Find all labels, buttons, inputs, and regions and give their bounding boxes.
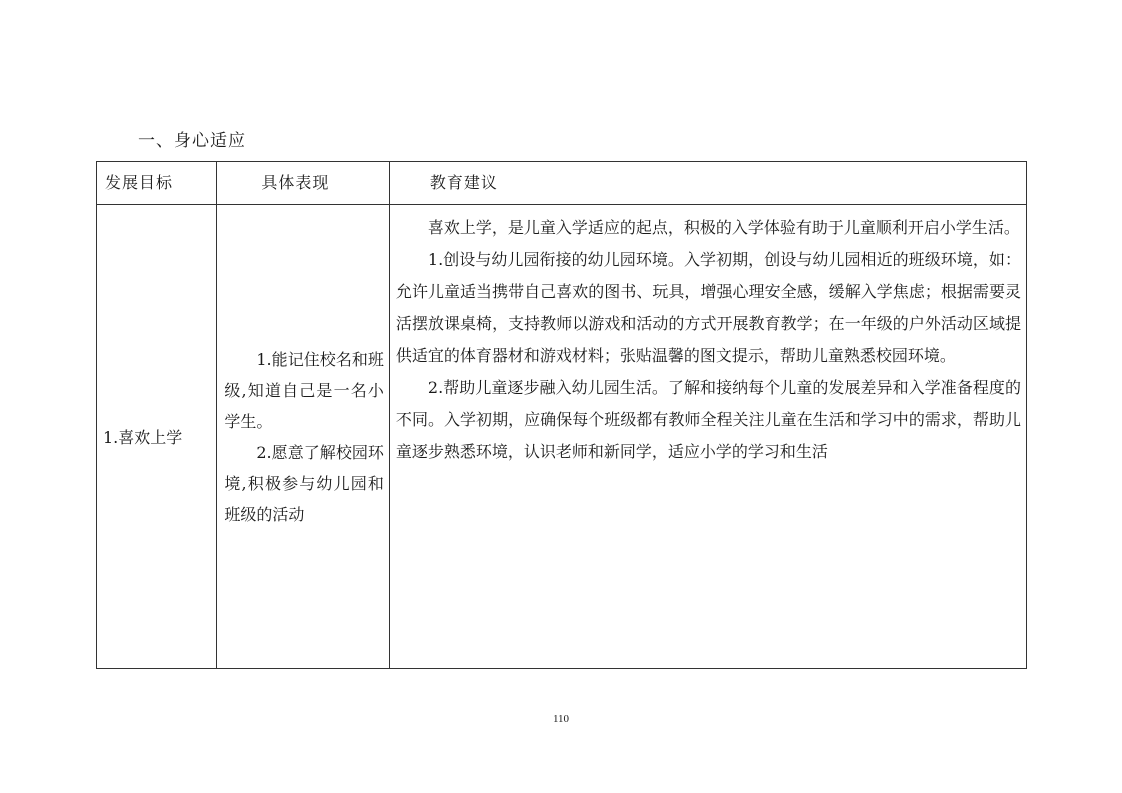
advice-cell [389,205,1026,669]
performance-item: 1.能记住校名和班级,知道自己是一名小学生。 [224,349,384,431]
advice-paragraph: 2.帮助儿童逐步融入幼儿园生活。了解和接纳每个儿童的发展差异和入学准备程度的不同。入学初期，应确保每个班级都有教师全程关注儿童在生活和学习中的需求，帮助儿童逐步熟悉环境，认识老师和新同学，适应小学的学习和生活 [395,378,1021,461]
performance-item: 2.愿意了解校园环境,积极参与幼儿园和班级的活动 [224,442,384,524]
advice-paragraph: 喜欢上学，是儿童入学适应的起点，积极的入学体验有助于儿童顺利开启小学生活。 [427,218,1020,237]
table-header-row [97,162,1027,205]
development-goals-table [96,161,1027,669]
performance-cell [217,205,390,669]
advice-paragraph: 1.创设与幼儿园衔接的幼儿园环境。入学初期，创设与幼儿园相近的班级环境，如：允许儿童适当携带自己喜欢的图书、玩具，增强心理安全感，缓解入学焦虑；根据需要灵活摆放课桌椅，支持教师以游戏和活动的方式开展教育教学；在一年级的户外活动区域提供适宜的体育器材和游戏材料；张贴温馨的图文提示，帮助儿童熟悉校园环境。 [395,250,1021,365]
page-number: 110 [552,713,570,725]
table-row [97,205,1027,669]
header-development-goal: 发展目标 [97,162,217,205]
header-education-advice: 教育建议 [389,162,1026,205]
section-heading: 一、身心适应 [138,131,246,151]
goal-cell: 1.喜欢上学 [97,205,217,669]
header-specific-performance: 具体表现 [217,162,390,205]
